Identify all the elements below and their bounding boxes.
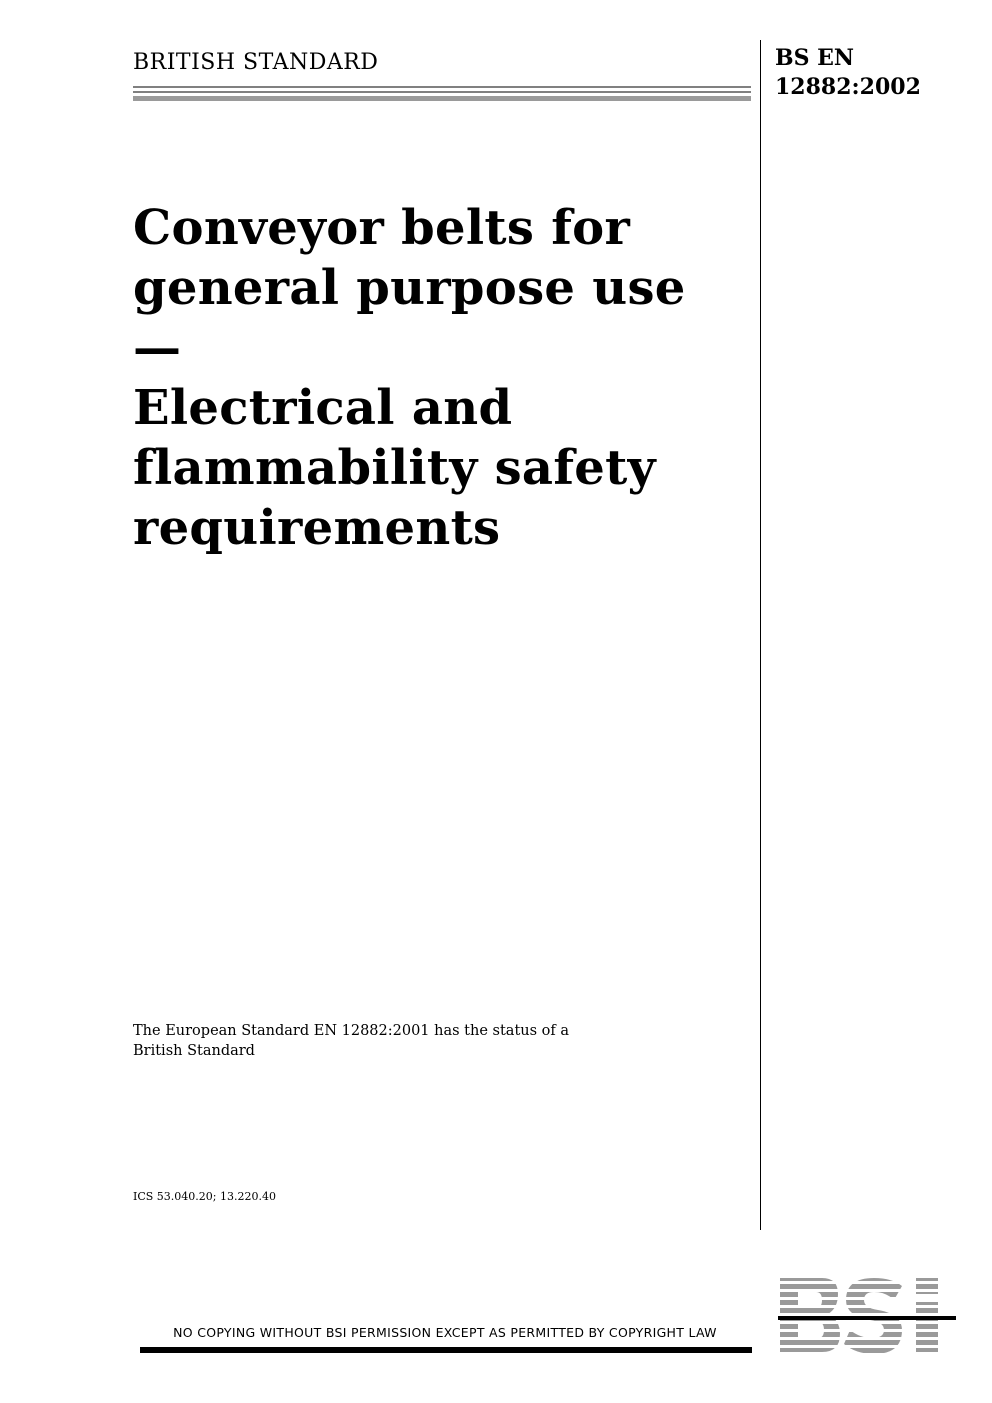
standard-number-line-1: BS EN bbox=[775, 45, 855, 71]
header-rule-line-2 bbox=[133, 91, 751, 93]
title-line-3: Electrical and bbox=[133, 380, 513, 436]
ics-code: ICS 53.040.20; 13.220.40 bbox=[133, 1190, 276, 1203]
standard-number bbox=[775, 44, 921, 102]
status-note-line-2: British Standard bbox=[133, 1043, 255, 1059]
status-note bbox=[133, 1021, 613, 1061]
title-line-5: requirements bbox=[133, 500, 501, 556]
title-line-1: Conveyor belts for bbox=[133, 200, 631, 256]
header-rule bbox=[133, 86, 751, 101]
title-line-2: general purpose use — bbox=[133, 260, 686, 376]
header-rule-line-1 bbox=[133, 86, 751, 88]
footer-rule bbox=[140, 1347, 752, 1353]
standard-number-line-2: 12882:2002 bbox=[775, 74, 921, 100]
title-line-4: flammability safety bbox=[133, 440, 656, 496]
status-note-line-1: The European Standard EN 12882:2001 has the status of a bbox=[133, 1023, 570, 1039]
copyright-notice: NO COPYING WITHOUT BSI PERMISSION EXCEPT AS PERMITTED BY COPYRIGHT LAW bbox=[173, 1325, 717, 1340]
bsi-logo bbox=[778, 1276, 956, 1356]
document-title bbox=[133, 198, 743, 558]
header-rule-line-3 bbox=[133, 96, 751, 101]
vertical-divider bbox=[760, 40, 761, 1230]
header-label: BRITISH STANDARD bbox=[133, 50, 379, 75]
